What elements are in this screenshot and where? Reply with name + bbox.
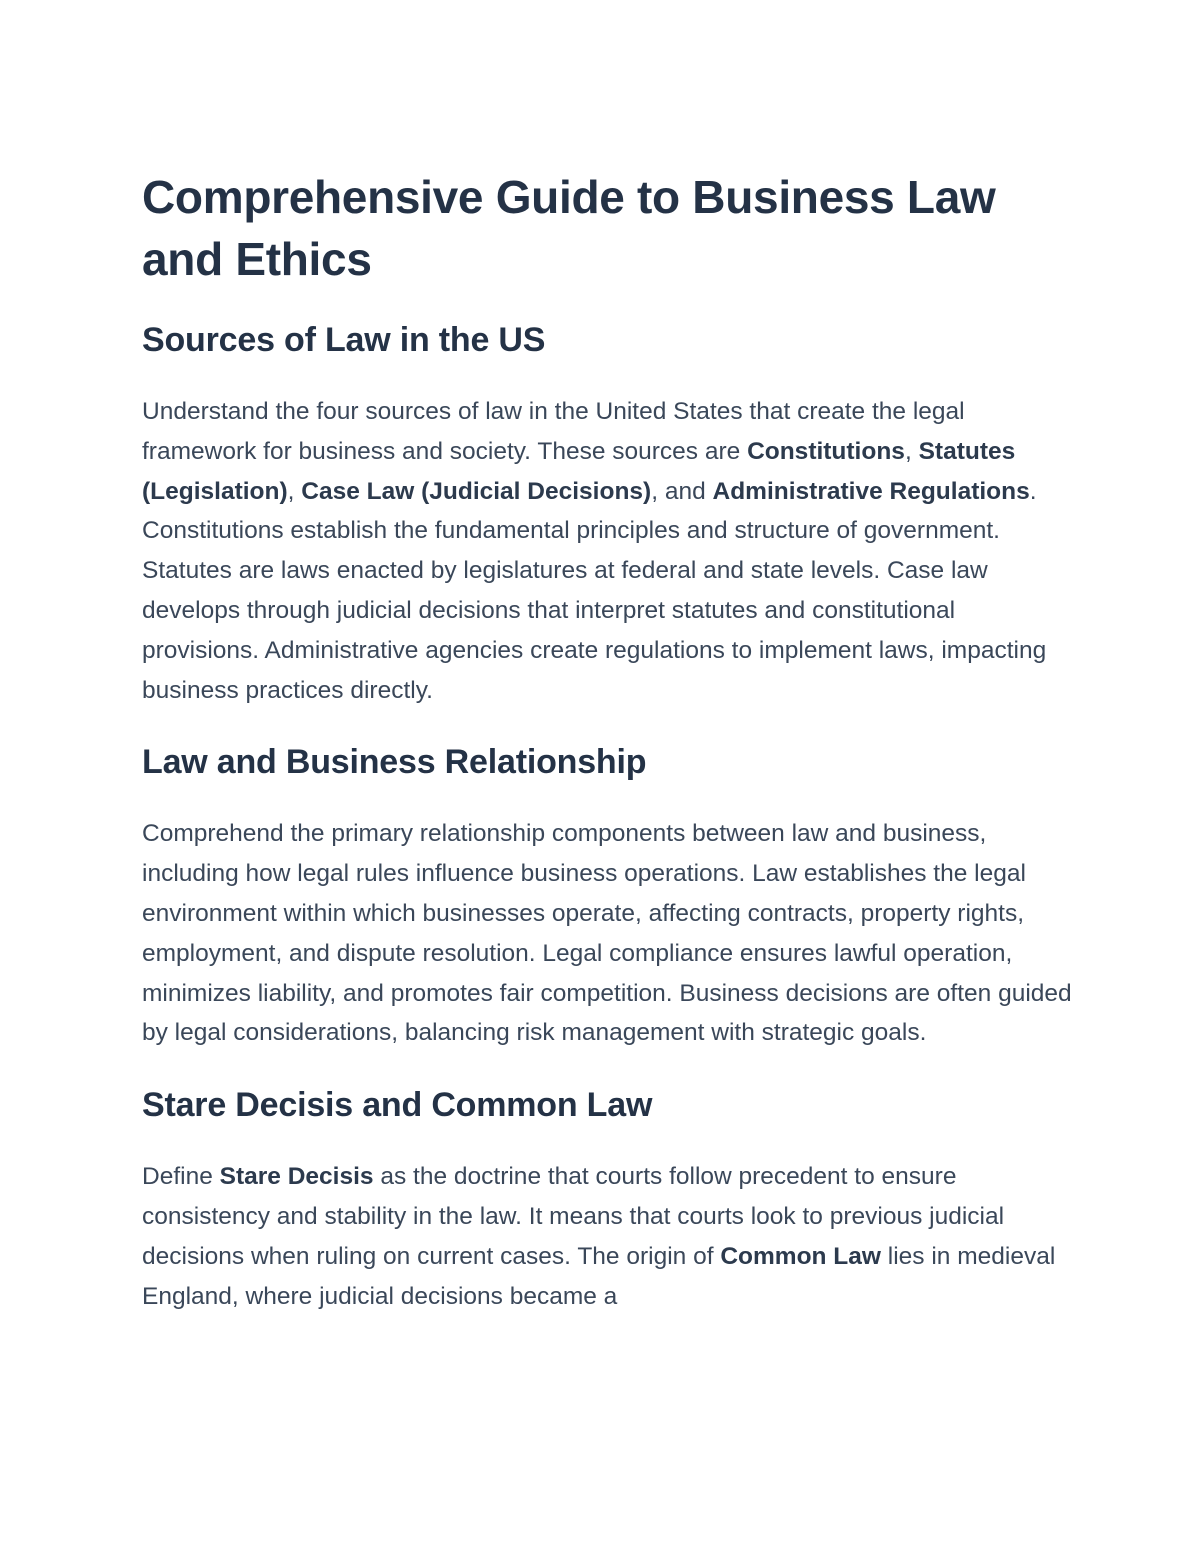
- bold-term: Statutes (Legislation): [142, 437, 1016, 505]
- paragraph-text: , and: [651, 477, 713, 505]
- section-sources-of-law: [142, 318, 1072, 710]
- section-heading: Law and Business Relationship: [142, 743, 647, 782]
- section-stare-decisis: [142, 1083, 1072, 1316]
- section-paragraph: [142, 1157, 1072, 1316]
- section-law-and-business: [142, 740, 1072, 1053]
- section-paragraph: [142, 392, 1072, 710]
- bold-term: Constitutions: [747, 437, 905, 465]
- document-title: Comprehensive Guide to Business Law and Ethics: [142, 171, 996, 285]
- document-page: [142, 166, 1072, 1346]
- bold-term: Common Law: [720, 1242, 881, 1270]
- section-heading: Stare Decisis and Common Law: [142, 1086, 653, 1125]
- paragraph-text: lies in medieval England, where judicial decisions became a: [142, 1242, 1056, 1310]
- paragraph-text: ,: [287, 477, 302, 505]
- bold-term: Stare Decisis: [219, 1163, 374, 1191]
- paragraph-text: Define: [142, 1163, 220, 1191]
- paragraph-text: . Constitutions establish the fundamental principles and structure of government. Statutes are laws enacted by legislatures at federal and state levels. Case law develops through judicial decisions that interpret statutes and constitutional provisions. Administrative agencies create regulations to implement laws, impacting business practices directly.: [142, 477, 1047, 704]
- section-heading: Sources of Law in the US: [142, 321, 546, 359]
- paragraph-text: Understand the four sources of law in the United States that create the legal framework for business and society. These sources are: [142, 398, 965, 465]
- section-paragraph: [142, 814, 1072, 1053]
- bold-term: Administrative Regulations: [712, 477, 1030, 505]
- paragraph-text: ,: [904, 437, 919, 465]
- bold-term: Case Law (Judicial Decisions): [301, 477, 652, 505]
- paragraph-text: as the doctrine that courts follow precedent to ensure consistency and stability in the law. It means that courts look to previous judicial decisions when ruling on current cases. The origin of: [142, 1163, 1005, 1270]
- paragraph-text: Comprehend the primary relationship components between law and business, including how legal rules influence business operations. Law establishes the legal environment within which businesses operate, affecting contracts, property rights, employment, and dispute resolution. Legal compliance ensures lawful operation, minimizes liability, and promotes fair competition. Business decisions are often guided by legal considerations, balancing risk management with strategic goals.: [142, 820, 1072, 1047]
